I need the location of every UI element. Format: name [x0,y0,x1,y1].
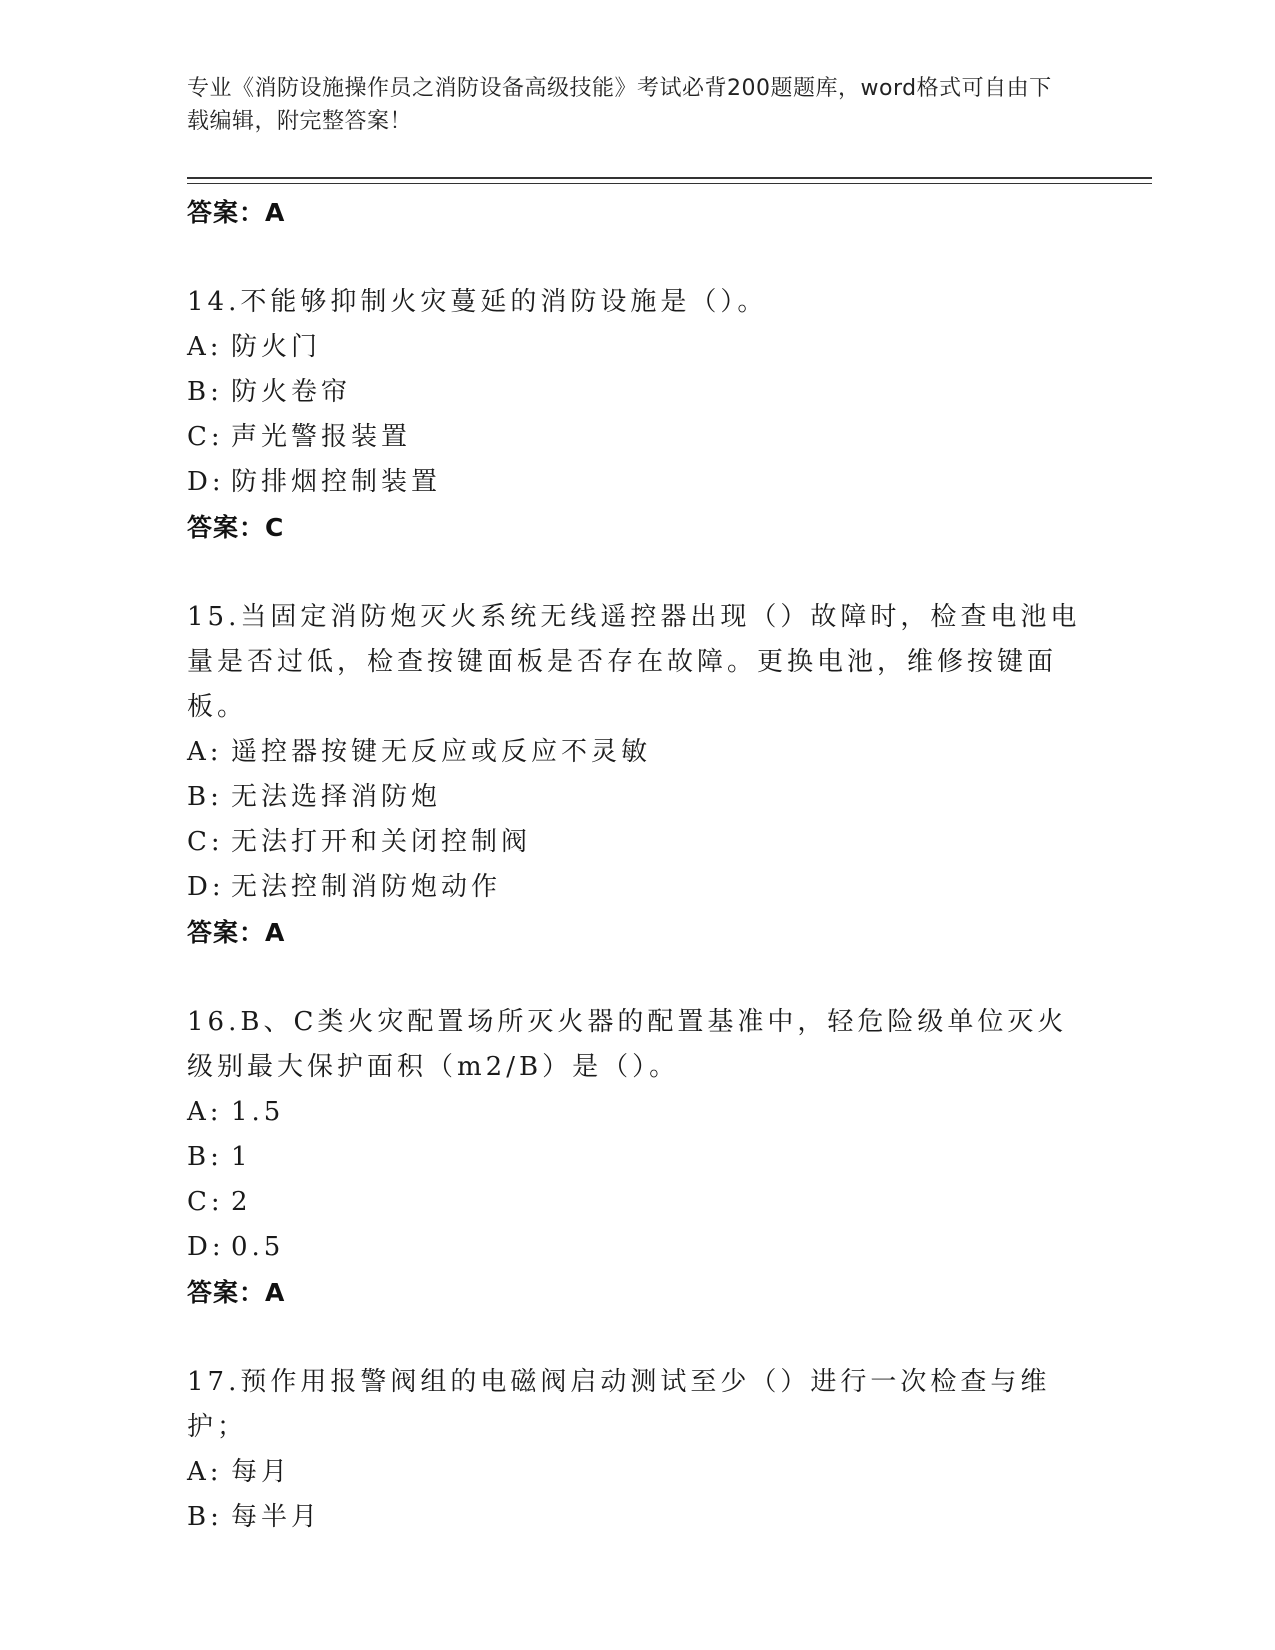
option-key: B: [187,782,223,812]
option-d [187,1225,1087,1270]
option-c [187,1180,1087,1225]
header-divider [187,177,1152,184]
question-stem: 16.B、C类火灾配置场所灭火器的配置基准中，轻危险级单位灭火级别最大保护面积（m2/B）是（）。 [187,1007,1068,1082]
option-text: 1.5 [231,1097,285,1127]
option-c [187,820,1087,865]
question-stem: 14.不能够抑制火灾蔓延的消防设施是（）。 [187,287,768,317]
answer-line: 答案：C [187,513,285,542]
option-text: 防火门 [231,332,322,362]
option-key: A: [187,1457,223,1487]
answer-line: 答案：A [187,918,286,947]
option-a [187,730,1087,775]
question-stem: 17.预作用报警阀组的电磁阀启动测试至少（）进行一次检查与维护； [187,1367,1051,1442]
option-key: B: [187,1142,223,1172]
option-key: C: [187,1187,224,1217]
answer-line: 答案：A [187,198,286,227]
option-a [187,1450,1087,1495]
option-c [187,415,1087,460]
question-stem: 15.当固定消防炮灭火系统无线遥控器出现（）故障时，检查电池电量是否过低，检查按键面板是否存在故障。更换电池，维修按键面板。 [187,602,1081,722]
option-a [187,325,1087,370]
option-key: C: [187,827,224,857]
option-text: 遥控器按键无反应或反应不灵敏 [231,737,652,767]
question-list [187,190,1087,1540]
option-b [187,370,1087,415]
option-d [187,460,1087,505]
question-16 [187,1000,1087,1316]
option-b [187,775,1087,820]
option-text: 1 [231,1142,252,1172]
option-text: 声光警报装置 [231,422,412,452]
option-text: 无法选择消防炮 [231,782,442,812]
option-key: B: [187,1502,223,1532]
option-text: 每月 [231,1457,292,1487]
option-a [187,1090,1087,1135]
option-key: A: [187,332,223,362]
option-key: C: [187,422,224,452]
question-14 [187,280,1087,551]
option-b [187,1495,1087,1540]
option-text: 防火卷帘 [231,377,352,407]
option-key: A: [187,1097,223,1127]
option-text: 2 [231,1187,252,1217]
option-text: 0.5 [231,1232,285,1262]
option-text: 无法控制消防炮动作 [231,872,502,902]
option-text: 无法打开和关闭控制阀 [231,827,532,857]
option-d [187,865,1087,910]
option-text: 每半月 [231,1502,322,1532]
option-key: B: [187,377,223,407]
option-b [187,1135,1087,1180]
option-text: 防排烟控制装置 [231,467,442,497]
option-key: D: [187,872,225,902]
answer-line: 答案：A [187,1278,286,1307]
option-key: A: [187,737,223,767]
question-15 [187,595,1087,956]
document-header: 专业《消防设施操作员之消防设备高级技能》考试必背200题题库，word格式可自由下载编辑，附完整答案！ [187,76,1052,134]
option-key: D: [187,1232,225,1262]
option-key: D: [187,467,225,497]
question-17 [187,1360,1087,1540]
